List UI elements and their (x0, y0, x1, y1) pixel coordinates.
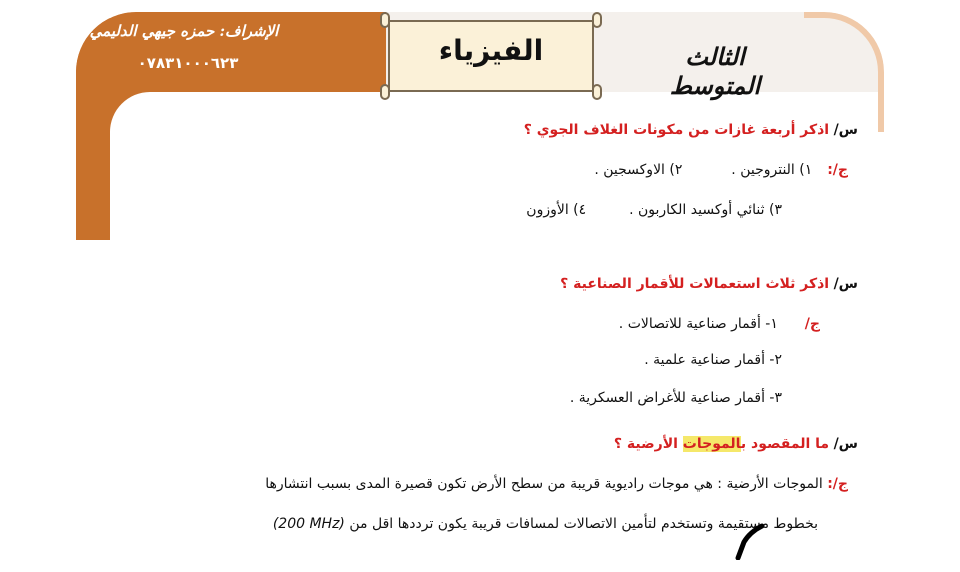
q1-label: س/ (833, 122, 858, 138)
a2-item-1: ١- أقمار صناعية للاتصالات . (618, 316, 778, 332)
a1-item-3: ٣) ثنائي أوكسيد الكاربون . (629, 202, 782, 218)
question-3 (614, 436, 858, 452)
q2-text: اذكر ثلاث استعمالات للأقمار الصناعية ؟ (560, 276, 830, 292)
answer-2-row-2 (644, 352, 782, 368)
answer-1-row-1 (594, 162, 848, 178)
a3-line-1: الموجات الأرضية : هي موجات راديوية قريبة من سطح الأرض تكون قصيرة المدى بسبب انتشارها (265, 476, 823, 492)
scroll-roll-icon (380, 12, 390, 28)
question-1 (524, 122, 858, 138)
q3-text-highlight: الموجات (682, 436, 741, 452)
a2-label: ج/ (804, 316, 820, 332)
q3-text-post: الأرضية ؟ (613, 436, 683, 452)
teacher-name: الإشراف: حمزه جيهي الدليمي (89, 22, 279, 40)
answer-2-row-1 (619, 316, 820, 332)
pen-stroke-icon (728, 520, 788, 560)
a3-frequency: (200 MHz) (272, 516, 345, 532)
a1-label: ج/: (827, 162, 848, 178)
q2-label: س/ (833, 276, 858, 292)
a1-item-2: ٢) الاوكسجين . (594, 162, 683, 178)
question-2 (560, 276, 858, 292)
teacher-phone: ٠٧٨٣١٠٠٠٦٢٣ (137, 54, 239, 72)
scroll-roll-icon (592, 84, 602, 100)
a3-label: ج/: (827, 476, 848, 492)
a1-item-1: ١) النتروجين . (731, 162, 813, 178)
a2-item-3: ٣- أقمار صناعية للأغراض العسكرية . (569, 390, 782, 406)
a2-item-2: ٢- أقمار صناعية علمية . (644, 352, 782, 368)
answer-1-row-2 (526, 202, 782, 218)
answer-2-row-3 (570, 390, 782, 406)
grade-title: الثالث المتوسط (669, 42, 761, 100)
subject-title: الفيزياء (438, 34, 544, 67)
a3-line-2: بخطوط مستقيمة وتستخدم لتأمين الاتصالات لمسافات قريبة يكون ترددها اقل من (349, 516, 818, 532)
answer-3-row-1 (265, 476, 848, 492)
a1-item-4: ٤) الأوزون (526, 202, 587, 218)
subject-scroll (380, 12, 602, 100)
scroll-roll-icon (592, 12, 602, 28)
scroll-roll-icon (380, 84, 390, 100)
q3-text-pre: ما المقصود ب (740, 436, 830, 452)
q3-label: س/ (833, 436, 858, 452)
q1-text: اذكر أربعة غازات من مكونات الغلاف الجوي ؟ (523, 122, 830, 138)
